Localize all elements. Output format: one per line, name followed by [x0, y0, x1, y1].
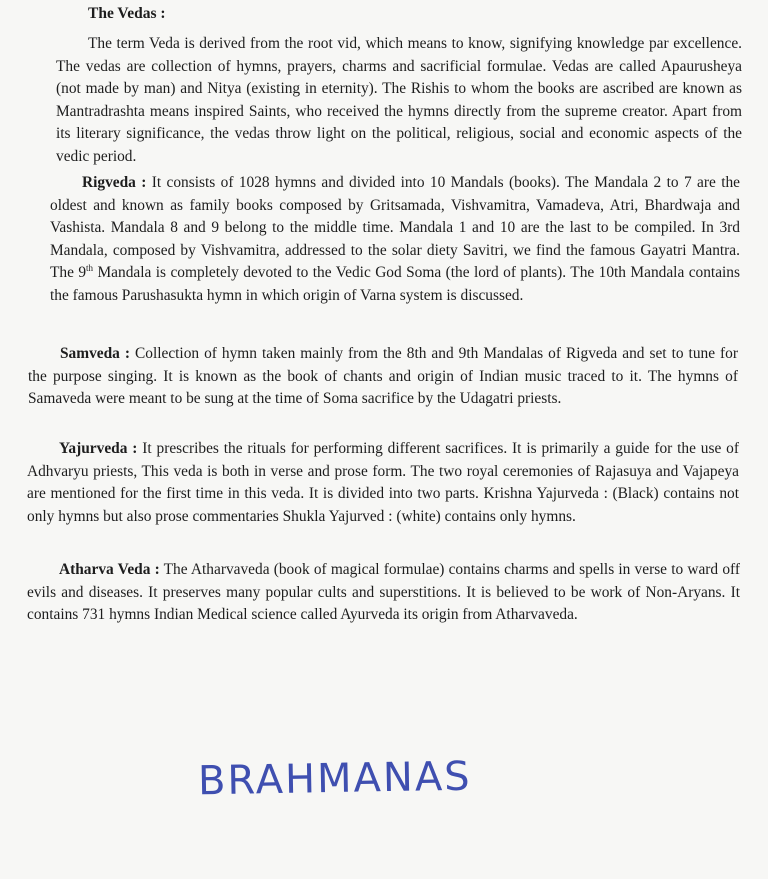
atharvaveda-term: Atharva Veda : — [59, 561, 160, 578]
atharvaveda-text: The Atharvaveda (book of magical formulae) contains charms and spells in verse to ward off evils and diseases. It preserves many popular cults and superstitions. It is believed to be work of Non-Aryans. It contains 731 hymns Indian Medical science called Ayurveda its origin from Atharvaveda. — [27, 561, 740, 623]
samveda-text: Collection of hymn taken mainly from the 8th and 9th Mandalas of Rigveda and set to tune for the purpose singing. It is known as the book of chants and origin of Indian music traced to it. The hymns of Samaveda were meant to be sung at the time of Soma sacrifice by the Udagatri priests. — [28, 345, 738, 407]
samveda-term: Samveda : — [60, 345, 130, 362]
intro-paragraph — [56, 33, 742, 168]
rigveda-paragraph — [50, 172, 740, 307]
yajurveda-text: It prescribes the rituals for performing different sacrifices. It is primarily a guide for the use of Adhvaryu priests, This veda is both in verse and prose form. The two royal ceremonies of Rajasuya and Vajapeya are mentioned for the first time in this veda. It is divided into two parts. Krishna Yajurveda : (Black) contains not only hymns but also prose commentaries Shukla Yajurved : (white) contains only hymns. — [27, 440, 739, 525]
section-heading: The Vedas : — [88, 5, 166, 22]
rigveda-term: Rigveda : — [82, 174, 147, 191]
rigveda-ordinal-suffix: th — [86, 262, 94, 273]
samveda-paragraph — [28, 343, 738, 411]
handwritten-note: BRAHMANAS — [197, 753, 472, 805]
yajurveda-term: Yajurveda : — [59, 440, 138, 457]
yajurveda-paragraph — [27, 438, 739, 528]
rigveda-text-b: Mandala is completely devoted to the Vedic God Soma (the lord of plants). The 10th Mandala contains the famous Parushasukta hymn in which origin of Varna system is discussed. — [50, 264, 740, 304]
intro-text: The term Veda is derived from the root vid, which means to know, signifying knowledge par excellence. The vedas are collection of hymns, prayers, charms and sacrificial formulae. Vedas are called Apaurusheya (not made by man) and Nitya (existing in eternity). The Rishis to whom the books are ascribed are known as Mantradrashta means inspired Saints, who received the hymns directly from the supreme creator. Apart from its literary significance, the vedas throw light on the political, religious, social and economic aspects of the vedic period. — [56, 35, 742, 165]
rigveda-text-a: It consists of 1028 hymns and divided into 10 Mandals (books). The Mandala 2 to 7 are the oldest and known as family books composed by Gritsamada, Vishvamitra, Vamadeva, Atri, Bhardwaja and Vashista. Mandala 8 and 9 belong to the middle time. Mandala 1 and 10 are the last to be compiled. In 3rd Mandala, composed by Vishvamitra, addressed to the solar diety Savitri, we find the famous Gayatri Mantra. The 9 — [50, 174, 740, 281]
atharvaveda-paragraph — [27, 559, 740, 627]
